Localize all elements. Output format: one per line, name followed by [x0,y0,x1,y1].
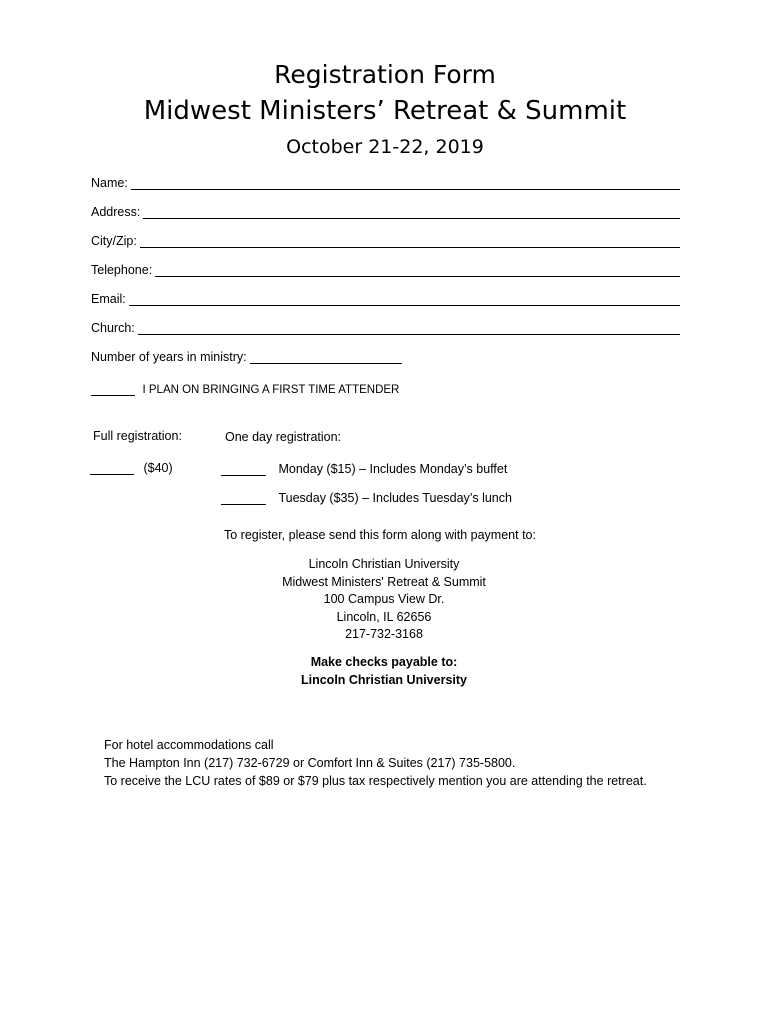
telephone-field[interactable] [91,259,680,277]
years-in-ministry-field[interactable] [91,346,411,364]
address-field[interactable] [91,201,680,219]
email-field[interactable] [91,288,680,306]
checks-payee: Lincoln Christian University [300,672,467,687]
hotel-info [104,736,647,790]
first-time-attender-row [91,382,399,396]
city-zip-label: City/Zip: [91,234,137,248]
event-name: Midwest Ministers’ Retreat & Summit [143,96,627,126]
mailing-address [224,556,544,644]
checks-label: Make checks payable to: [310,655,458,669]
years-label: Number of years in ministry: [91,350,247,364]
monday-option: Monday ($15) – Includes Monday’s buffet [278,462,508,476]
first-time-label: I PLAN ON BRINGING A FIRST TIME ATTENDER [142,384,400,396]
register-instruction: To register, please send this form along with payment to: [224,528,536,542]
first-time-blank[interactable] [91,382,135,396]
event-dates: October 21-22, 2019 [286,136,484,158]
full-registration-label: Full registration: [93,429,182,443]
hotel-line-1: For hotel accommodations call [104,738,274,752]
church-field[interactable] [91,317,680,335]
email-line[interactable] [129,291,680,306]
telephone-label: Telephone: [91,263,153,277]
hotel-line-2: The Hampton Inn (217) 732-6729 or Comfort Inn & Suites (217) 735-5800. [104,756,516,770]
address-line-4: Lincoln, IL 62656 [336,609,432,624]
address-line-3: 100 Campus View Dr. [323,592,445,606]
tuesday-option: Tuesday ($35) – Includes Tuesday’s lunch [278,491,512,505]
checks-payable [224,654,544,689]
tuesday-row [221,491,512,505]
city-zip-field[interactable] [91,230,680,248]
email-label: Email: [91,292,126,306]
hotel-line-3: To receive the LCU rates of $89 or $79 plus tax respectively mention you are attending the retreat. [104,774,647,788]
city-zip-line[interactable] [140,233,680,248]
address-line-2: Midwest Ministers' Retreat & Summit [282,574,486,589]
church-line[interactable] [138,320,680,335]
tuesday-blank[interactable] [221,491,266,505]
address-line[interactable] [143,204,680,219]
years-line[interactable] [250,349,402,364]
name-label: Name: [91,176,128,190]
full-registration-blank[interactable] [90,461,134,475]
address-label: Address: [91,205,141,219]
telephone-line[interactable] [155,262,680,277]
monday-row [221,462,507,476]
form-title: Registration Form [274,60,496,89]
one-day-registration-label: One day registration: [225,430,342,444]
monday-blank[interactable] [221,462,266,476]
full-registration-row [90,461,173,475]
church-label: Church: [91,321,135,335]
address-line-1: Lincoln Christian University [308,557,460,571]
name-field[interactable] [91,172,680,190]
address-line-5: 217-732-3168 [345,627,423,641]
name-line[interactable] [131,175,680,190]
full-registration-price: ($40) [143,461,173,475]
